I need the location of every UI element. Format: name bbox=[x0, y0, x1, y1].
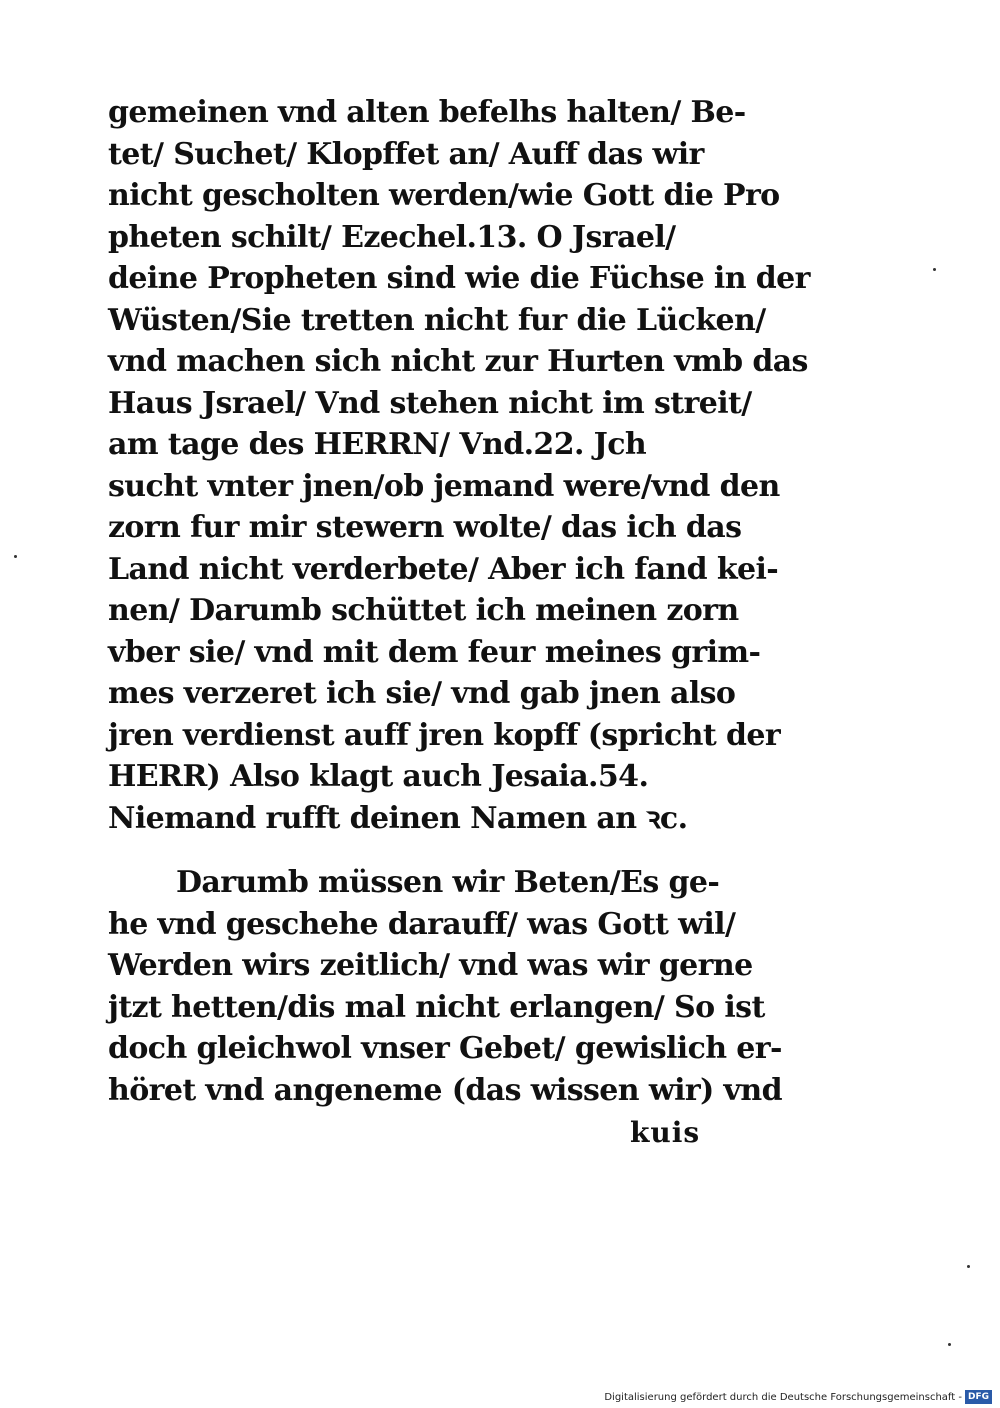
text-line: tet/ Suchet/ Klopffet an/ Auff das wir bbox=[108, 136, 704, 172]
text-line: doch gleichwol vnser Gebet/ gewislich er- bbox=[108, 1031, 782, 1066]
scan-speck bbox=[948, 1343, 951, 1346]
text-line: nen/ Darumb schüttet ich meinen zorn bbox=[108, 593, 739, 628]
text-line: jtzt hetten/dis mal nicht erlangen/ So ist bbox=[108, 989, 765, 1025]
text-line: Land nicht verderbete/ Aber ich fand kei- bbox=[108, 551, 779, 587]
text-line: Haus Jsrael/ Vnd stehen nicht im streit/ bbox=[108, 385, 752, 421]
paragraph-1 bbox=[108, 92, 810, 839]
scan-speck bbox=[14, 555, 17, 558]
text-line: gemeinen vnd alten befelhs halten/ Be- bbox=[108, 95, 746, 130]
text-line: am tage des HERRN/ Vnd.22. Jch bbox=[108, 427, 647, 462]
text-line: mes verzeret ich sie/ vnd gab jnen also bbox=[108, 676, 736, 711]
text-line: höret vnd angeneme (das wissen wir) vnd bbox=[108, 1072, 782, 1108]
text-line: HERR) Also klagt auch Jesaia.54. bbox=[108, 759, 649, 794]
text-line: Werden wirs zeitlich/ vnd was wir gerne bbox=[108, 948, 753, 983]
text-line: nicht gescholten werden/wie Gott die Pro bbox=[108, 178, 780, 213]
text-line: jren verdienst auff jren kopff (spricht der bbox=[108, 717, 781, 753]
credit-text: Digitalisierung gefördert durch die Deutsche Forschungsgemeinschaft - bbox=[604, 1391, 962, 1403]
scan-speck bbox=[967, 1265, 970, 1268]
text-line: pheten schilt/ Ezechel.13. O Jsrael/ bbox=[108, 219, 676, 255]
scan-speck bbox=[933, 268, 936, 271]
digitization-credit bbox=[604, 1389, 992, 1405]
paragraph-2 bbox=[108, 862, 782, 1111]
text-line: he vnd geschehe darauff/ was Gott wil/ bbox=[108, 906, 736, 942]
text-line: zorn fur mir stewern wolte/ das ich das bbox=[108, 510, 742, 545]
catchword: kuis bbox=[630, 1116, 701, 1149]
text-line: Darumb müssen wir Beten/Es ge- bbox=[176, 865, 720, 900]
text-line: deine Propheten sind wie die Füchse in der bbox=[108, 261, 810, 296]
text-line: vnd machen sich nicht zur Hurten vmb das bbox=[108, 344, 808, 379]
text-line: Niemand rufft deinen Namen an ꝛc. bbox=[108, 800, 688, 836]
text-line: sucht vnter jnen/ob jemand were/vnd den bbox=[108, 468, 780, 504]
text-line: Wüsten/Sie tretten nicht fur die Lücken/ bbox=[108, 302, 766, 338]
text-line: vber sie/ vnd mit dem feur meines grim- bbox=[108, 634, 761, 670]
dfg-logo: DFG bbox=[965, 1390, 992, 1404]
